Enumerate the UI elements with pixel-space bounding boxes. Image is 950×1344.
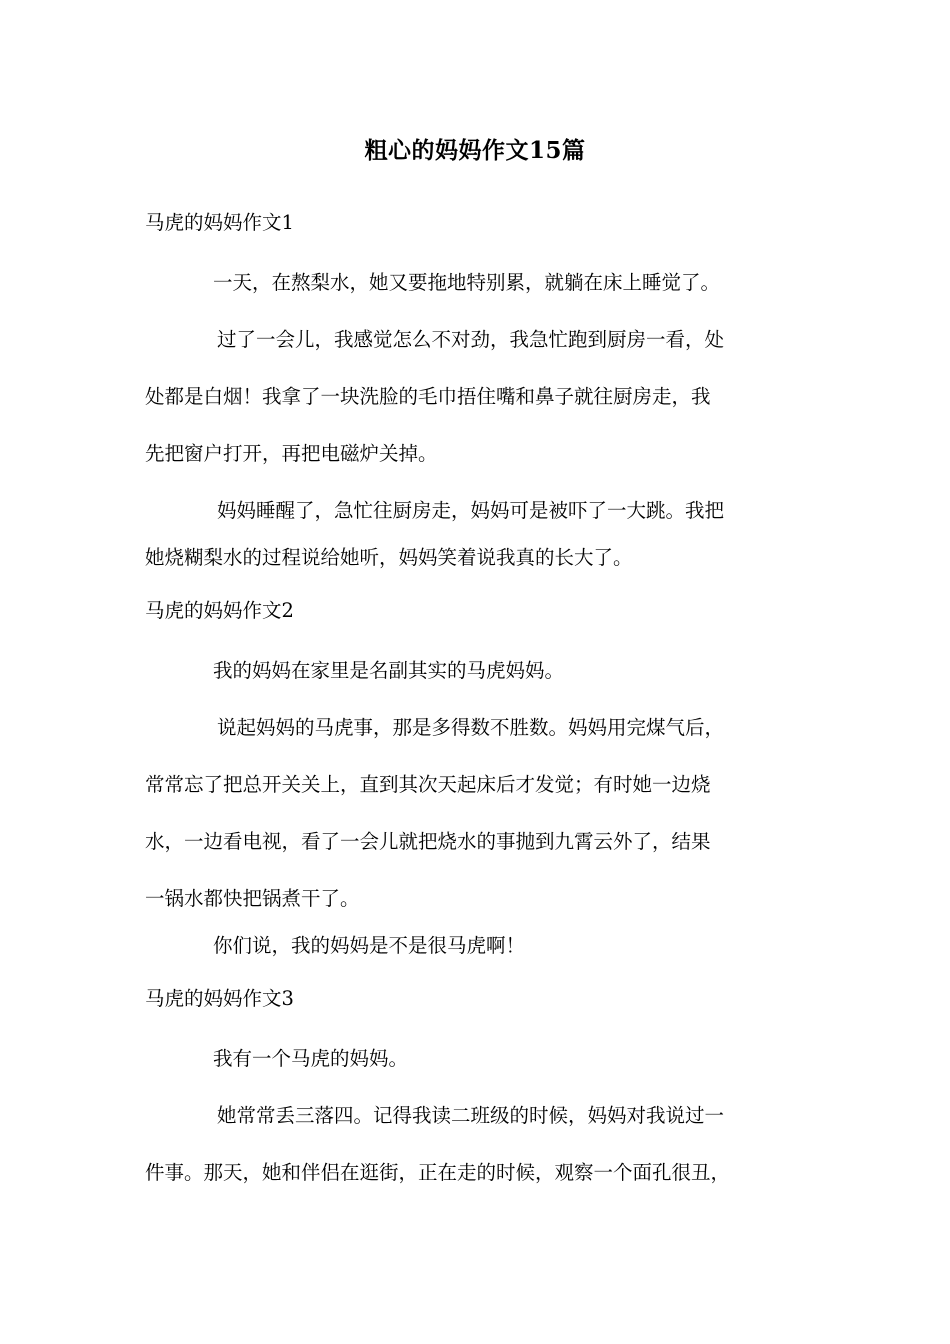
paragraph-line: 常常忘了把总开关关上，直到其次天起床后才发觉；有时她一边烧 xyxy=(145,773,711,796)
paragraph xyxy=(145,927,820,964)
paragraph-line: 我的妈妈在家里是名副其实的马虎妈妈。 xyxy=(213,659,565,682)
paragraph xyxy=(145,311,820,482)
paragraph-line: 处都是白烟！我拿了一块洗脸的毛巾捂住嘴和鼻子就往厨房走，我 xyxy=(145,385,711,408)
paragraph-line: 水，一边看电视，看了一会儿就把烧水的事抛到九霄云外了，结果 xyxy=(145,830,711,853)
paragraph-line: 说起妈妈的马虎事，那是多得数不胜数。妈妈用完煤气后， xyxy=(217,716,725,739)
paragraph-line: 我有一个马虎的妈妈。 xyxy=(213,1047,409,1070)
paragraph-line: 一天，在熬梨水，她又要拖地特别累，就躺在床上睡觉了。 xyxy=(213,271,721,294)
paragraph-line: 妈妈睡醒了，急忙往厨房走，妈妈可是被吓了一大跳。我把 xyxy=(217,499,725,522)
paragraph-line: 过了一会儿，我感觉怎么不对劲，我急忙跑到厨房一看，处 xyxy=(217,328,725,351)
paragraph xyxy=(145,699,820,927)
paragraph-line: 你们说，我的妈妈是不是很马虎啊！ xyxy=(213,934,526,957)
paragraph-line: 一锅水都快把锅煮干了。 xyxy=(145,887,360,910)
paragraph-line: 先把窗户打开，再把电磁炉关掉。 xyxy=(145,442,438,465)
paragraph xyxy=(145,1030,820,1087)
document-body xyxy=(145,204,820,1201)
paragraph-line: 她常常丢三落四。记得我读二班级的时候，妈妈对我说过一 xyxy=(217,1104,725,1127)
paragraph xyxy=(145,482,820,576)
document-title: 粗心的妈妈作文15篇 xyxy=(364,137,586,164)
paragraph xyxy=(145,642,820,699)
section-heading: 马虎的妈妈作文1 xyxy=(145,211,294,234)
paragraph xyxy=(145,254,820,311)
paragraph xyxy=(145,1087,820,1201)
section-heading: 马虎的妈妈作文3 xyxy=(145,987,294,1010)
paragraph-line: 件事。那天，她和伴侣在逛街，正在走的时候，观察一个面孔很丑， xyxy=(145,1161,731,1184)
section-heading: 马虎的妈妈作文2 xyxy=(145,599,294,622)
paragraph-line: 她烧糊梨水的过程说给她听，妈妈笑着说我真的长大了。 xyxy=(145,546,633,569)
